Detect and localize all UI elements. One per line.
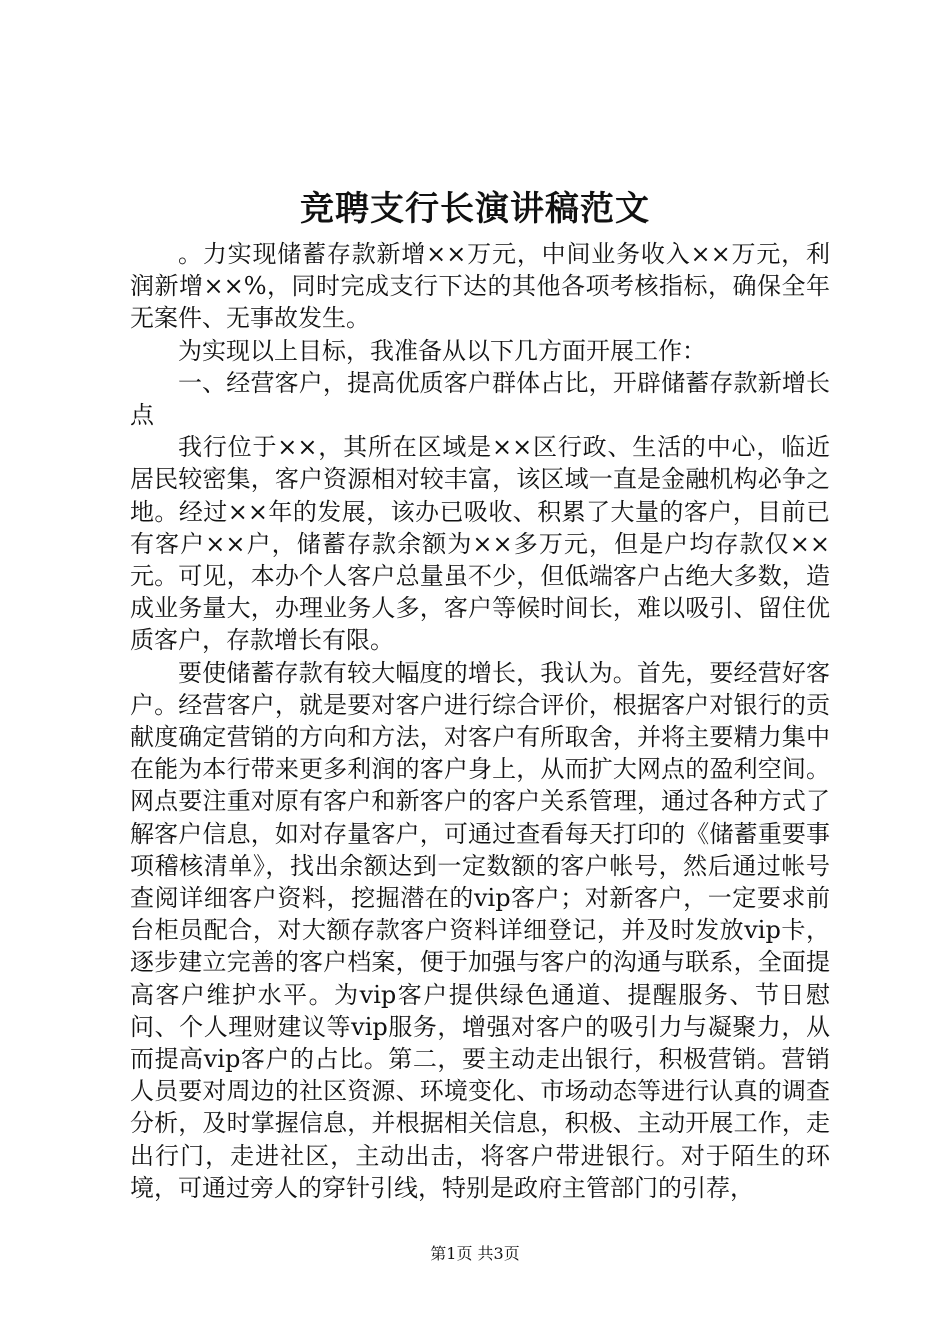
page-footer: 第1页 共3页 <box>430 1244 520 1263</box>
document-body <box>130 238 830 1204</box>
paragraph-location: 我行位于××，其所在区域是××区行政、生活的中心，临近居民较密集，客户资源相对较丰富，该区域一直是金融机构必争之地。经过××年的发展，该办已吸收、积累了大量的客户，目前已有客户××户，储蓄存款余额为××多万元，但是户均存款仅××元。可见，本办个人客户总量虽不少，但低端客户占绝大多数，造成业务量大，办理业务人多，客户等候时间长，难以吸引、留住优质客户，存款增长有限。 <box>130 433 830 655</box>
document-title: 竞聘支行长演讲稿范文 <box>300 189 650 229</box>
paragraph-intro: 。力实现储蓄存款新增××万元，中间业务收入××万元，利润新增××%，同时完成支行下达的其他各项考核指标，确保全年无案件、无事故发生。 <box>130 240 830 333</box>
paragraph-plan: 为实现以上目标，我准备从以下几方面开展工作： <box>178 336 706 365</box>
section-heading-1: 一、经营客户，提高优质客户群体占比，开辟储蓄存款新增长点 <box>130 368 830 430</box>
paragraph-strategy: 要使储蓄存款有较大幅度的增长，我认为。首先，要经营好客户。经营客户，就是要对客户进行综合评价，根据客户对银行的贡献度确定营销的方向和方法，对客户有所取舍，并将主要精力集中在能为本行带来更多利润的客户身上，从而扩大网点的盈利空间。网点要注重对原有客户和新客户的客户关系管理，通过各种方式了解客户信息，如对存量客户，可通过查看每天打印的《储蓄重要事项稽核清单》，找出余额达到一定数额的客户帐号，然后通过帐号查阅详细客户资料，挖掘潜在的vip客户；对新客户，一定要求前台柜员配合，对大额存款客户资料详细登记，并及时发放vip卡，逐步建立完善的客户档案，便于加强与客户的沟通与联系，全面提高客户维护水平。为vip客户提供绿色通道、提醒服务、节日慰问、个人理财建议等vip服务，增强对客户的吸引力与凝聚力，从而提高vip客户的占比。第二，要主动走出银行，积极营销。营销人员要对周边的社区资源、环境变化、市场动态等进行认真的调查分析，及时掌握信息，并根据相关信息，积极、主动开展工作，走出行门，走进社区，主动出击，将客户带进银行。对于陌生的环境，可通过旁人的穿针引线，特别是政府主管部门的引荐， <box>130 658 830 1202</box>
